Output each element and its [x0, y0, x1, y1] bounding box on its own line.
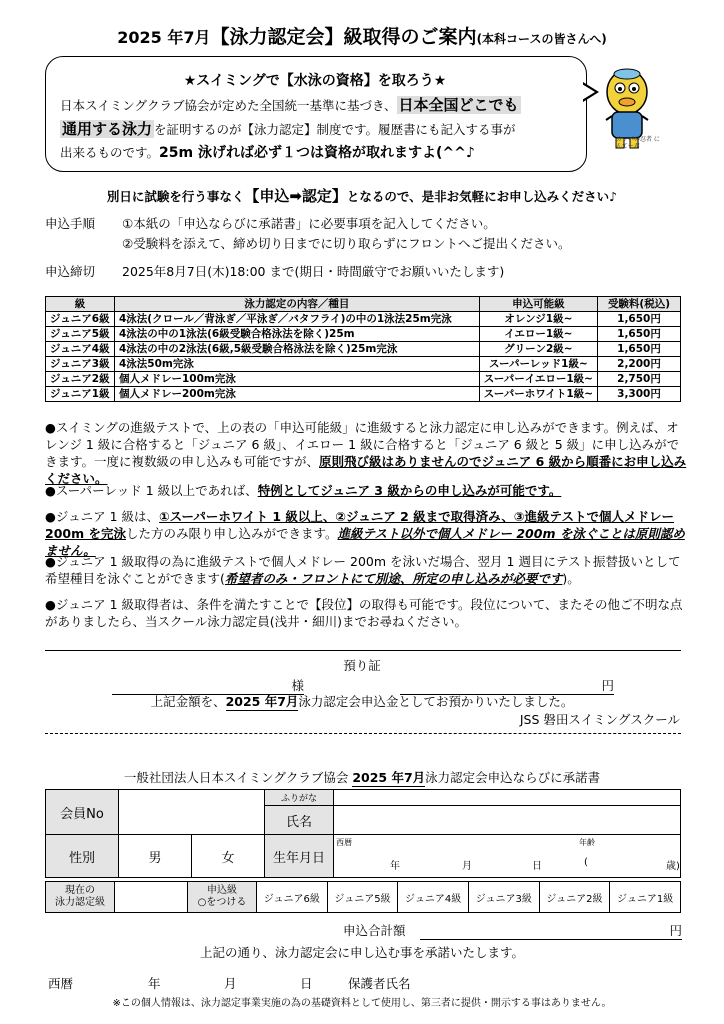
notice-highlight: 【申込➡認定】 — [244, 187, 347, 205]
date-day: 日 — [300, 976, 313, 991]
cell-eligible: スーパーレッド1級~ — [479, 357, 597, 372]
current-grade-label-2: 泳力認定級 — [55, 897, 105, 908]
note-text: ●ジュニア 1 級取得の為に進級テストで個人メドレー 200m を泳いだ場合、翌月 1 週目にテスト振替扱いとして希望種目を泳ぐことができます( — [45, 554, 681, 586]
header-eligible: 申込可能級 — [479, 297, 597, 312]
title-prefix: 2025 年7月 — [117, 28, 211, 47]
table-row — [46, 357, 681, 372]
receipt-period: 2025 年7月 — [225, 694, 299, 709]
receipt-school: JSS 磐田スイミングスクール — [519, 712, 680, 727]
application-form — [45, 789, 681, 878]
note-text: ●スイミングの進級テストで、上の表の「申込可能級」に進級すると泳力認定に申し込みができます。例えば、オレンジ 1 級に合格すると「ジュニア 6 級」、イエロー 1 級に合格すると「ジュニア 6 級と 5 級」に申し込みができます。一度に複数級の申し込みも可能ですが、 — [45, 420, 680, 469]
cell-grade: ジュニア5級 — [46, 327, 115, 342]
table-row — [46, 372, 681, 387]
cell-grade: ジュニア6級 — [46, 312, 115, 327]
name-field[interactable] — [334, 806, 681, 835]
consent-text: 上記の通り、泳力認定会に申し込む事を承諾いたします。 — [199, 945, 524, 960]
receipt-line — [0, 692, 724, 711]
current-grade-field[interactable] — [115, 882, 188, 913]
cell-eligible: スーパーホワイト1級~ — [479, 387, 597, 402]
procedure-label: 申込手順 — [45, 216, 96, 231]
cell-content: 4泳法の中の1泳法(6級受験合格泳法を除く)25m — [115, 327, 480, 342]
furigana-field[interactable] — [334, 790, 681, 806]
cell-fee: 2,750円 — [598, 372, 681, 387]
receipt-title: 預り証 — [343, 658, 381, 673]
divider-solid — [45, 650, 681, 651]
table-row — [46, 387, 681, 402]
bubble-line-3 — [60, 142, 475, 162]
header-grade: 級 — [46, 297, 115, 312]
note-4 — [45, 553, 690, 587]
procedure-step-1: ①本紙の「申込ならびに承諾書」に必要事項を記入してください。 — [122, 216, 496, 231]
member-no-label: 会員No — [46, 790, 119, 835]
note-text: )。 — [562, 571, 580, 586]
cut-line — [45, 733, 681, 734]
note-emphasis: 原則飛び級はありませんのでジュニア 6 級から順番にお申し込みください。 — [45, 454, 687, 486]
total-yen: 円 — [669, 923, 682, 938]
form-title-text: 泳力認定会申込ならびに承諾書 — [425, 770, 601, 785]
receipt-text: 泳力認定会申込金としてお預かりいたしました。 — [298, 694, 574, 709]
cell-eligible: グリーン2級~ — [479, 342, 597, 357]
page-title — [0, 22, 724, 49]
title-main: 級取得のご案内 — [343, 26, 477, 48]
deadline-text: 2025年8月7日(木)18:00 まで(期日・時間厳守でお願いいたします) — [122, 264, 505, 279]
grade-option-junior5[interactable]: ジュニア5級 — [327, 882, 398, 913]
date-seireki: 西暦 — [48, 976, 74, 991]
note-emphasis: 特例としてジュニア 3 級からの申し込みが可能です。 — [257, 483, 562, 498]
form-title-period: 2025 年7月 — [352, 770, 426, 785]
total-label: 申込合計額 — [343, 923, 406, 938]
cell-fee: 2,200円 — [598, 357, 681, 372]
header-fee: 受験料(税込) — [598, 297, 681, 312]
bubble-text: を証明するのが【泳力認定】制度です。履歴書にも記入する事が — [154, 122, 516, 137]
cell-grade: ジュニア4級 — [46, 342, 115, 357]
apply-grade-label-1: 申込級 — [207, 885, 237, 896]
grade-option-junior1[interactable]: ジュニア1級 — [610, 882, 681, 913]
notice-text: となるので、是非お気軽にお申し込みください♪ — [346, 189, 618, 204]
grade-table-header — [46, 297, 681, 312]
mascot-caption: カッパの忍者 にんてー君 — [616, 136, 660, 150]
year-label: 年 — [390, 861, 400, 872]
guardian-label: 保護者氏名 — [348, 976, 411, 991]
note-5: ●ジュニア 1 級取得者は、条件を満たすことで【段位】の取得も可能です。段位について、またその他ご不明な点がありましたら、当スクール泳力認定員(浅井・細川)までお尋ねください。 — [45, 597, 683, 629]
apply-grade-label — [188, 882, 257, 913]
current-grade-label — [46, 882, 115, 913]
deadline-label: 申込締切 — [45, 264, 96, 279]
cell-eligible: スーパーイエロー1級~ — [479, 372, 597, 387]
cell-fee: 1,650円 — [598, 342, 681, 357]
cell-content: 個人メドレー200m完泳 — [115, 387, 480, 402]
form-title — [0, 768, 724, 787]
current-grade-label-1: 現在の — [65, 885, 95, 896]
bubble-heading: ★スイミングで【水泳の資格】を取ろう★ — [183, 73, 447, 89]
cell-content: 4泳法50m完泳 — [115, 357, 480, 372]
procedure-step-2: ②受験料を添えて、締め切り日までに切り取らずにフロントへご提出ください。 — [122, 236, 571, 251]
age-open: ( — [584, 857, 588, 868]
cell-eligible: オレンジ1級~ — [479, 312, 597, 327]
seireki-label: 西暦 — [336, 838, 352, 847]
cell-fee: 3,300円 — [598, 387, 681, 402]
bubble-line-1 — [60, 94, 521, 115]
grade-table — [45, 296, 681, 402]
cell-eligible: イエロー1級~ — [479, 327, 597, 342]
gender-female-option[interactable]: 女 — [192, 835, 265, 878]
bubble-emphasis: 日本全国どこでも — [398, 96, 519, 114]
bubble-text: 出来るものです。 — [60, 145, 160, 160]
apply-grade-label-2: ○をつける — [197, 897, 247, 908]
cell-grade: ジュニア3級 — [46, 357, 115, 372]
date-year: 年 — [148, 976, 161, 991]
age-label: 年齢 — [579, 838, 595, 847]
cell-content: 4泳法の中の2泳法(6級,5級受験合格泳法を除く)25m完泳 — [115, 342, 480, 357]
bubble-emphasis: 通用する泳力 — [62, 120, 153, 138]
receipt-yen: 円 — [601, 678, 614, 693]
table-row — [46, 312, 681, 327]
title-sub: (本科コースの皆さんへ) — [476, 32, 607, 46]
grade-option-junior2[interactable]: ジュニア2級 — [539, 882, 610, 913]
day-label: 日 — [532, 861, 542, 872]
cell-grade: ジュニア2級 — [46, 372, 115, 387]
cell-grade: ジュニア1級 — [46, 387, 115, 402]
grade-option-junior6[interactable]: ジュニア6級 — [257, 882, 328, 913]
member-no-field[interactable] — [119, 790, 265, 835]
table-row — [46, 327, 681, 342]
cell-content: 個人メドレー100m完泳 — [115, 372, 480, 387]
cell-fee: 1,650円 — [598, 312, 681, 327]
grade-selection — [45, 881, 681, 913]
header-content: 泳力認定の内容／種目 — [115, 297, 480, 312]
bubble-emphasis: 25m 泳げれば必ず１つは資格が取れますよ(^^♪ — [159, 145, 475, 161]
grade-option-junior4[interactable]: ジュニア4級 — [398, 882, 469, 913]
note-3 — [45, 508, 690, 559]
date-month: 月 — [224, 976, 237, 991]
bubble-line-2 — [60, 118, 516, 139]
month-label: 月 — [462, 861, 472, 872]
name-label: 氏名 — [265, 806, 334, 835]
note-2 — [45, 482, 690, 499]
birthday-field[interactable] — [334, 835, 681, 878]
note-emphasis: 希望者のみ・フロントにて別途、所定の申し込みが必要です — [224, 571, 563, 586]
privacy-note: ※この個人情報は、泳力認定事業実施の為の基礎資料として使用し、第三者に提供・開示する事はありません。 — [112, 998, 612, 1009]
table-row — [46, 342, 681, 357]
receipt-text: 上記金額を、 — [150, 694, 226, 709]
birthday-label: 生年月日 — [265, 835, 334, 878]
bubble-text: 日本スイミングクラブ協会が定めた全国統一基準に基づき、 — [60, 98, 397, 113]
receipt-sama: 様 — [291, 678, 304, 693]
cell-content: 4泳法(クロール／背泳ぎ／平泳ぎ／バタフライ)の中の1泳法25m完泳 — [115, 312, 480, 327]
title-highlight: 【泳力認定会】 — [210, 26, 344, 48]
note-text: ●ジュニア 1 級は、 — [45, 509, 160, 524]
note-1 — [45, 419, 690, 487]
grade-option-junior3[interactable]: ジュニア3級 — [468, 882, 539, 913]
note-text: した方のみ限り申し込みができます。 — [125, 526, 338, 541]
note-emphasis: ①スーパーホワイト 1 級以上、②ジュニア 2 級まで取得済み、③進級テストで個人メドレー 200m を完泳 — [45, 509, 674, 541]
form-title-org: 一般社団法人日本スイミングクラブ協会 — [123, 770, 353, 785]
cell-fee: 1,650円 — [598, 327, 681, 342]
note-emphasis: 進級テスト以外で個人メドレー 200m を泳ぐことは原則認めません。 — [45, 526, 685, 558]
furigana-label: ふりがな — [265, 790, 334, 806]
note-text: ●スーパーレッド 1 級以上であれば、 — [45, 483, 258, 498]
total-amount-field[interactable] — [420, 921, 682, 940]
notice-text: 別日に試験を行う事なく — [106, 189, 245, 204]
gender-label: 性別 — [46, 835, 119, 878]
gender-male-option[interactable]: 男 — [119, 835, 192, 878]
age-close: 歳) — [666, 861, 680, 872]
notice-line — [0, 185, 724, 206]
